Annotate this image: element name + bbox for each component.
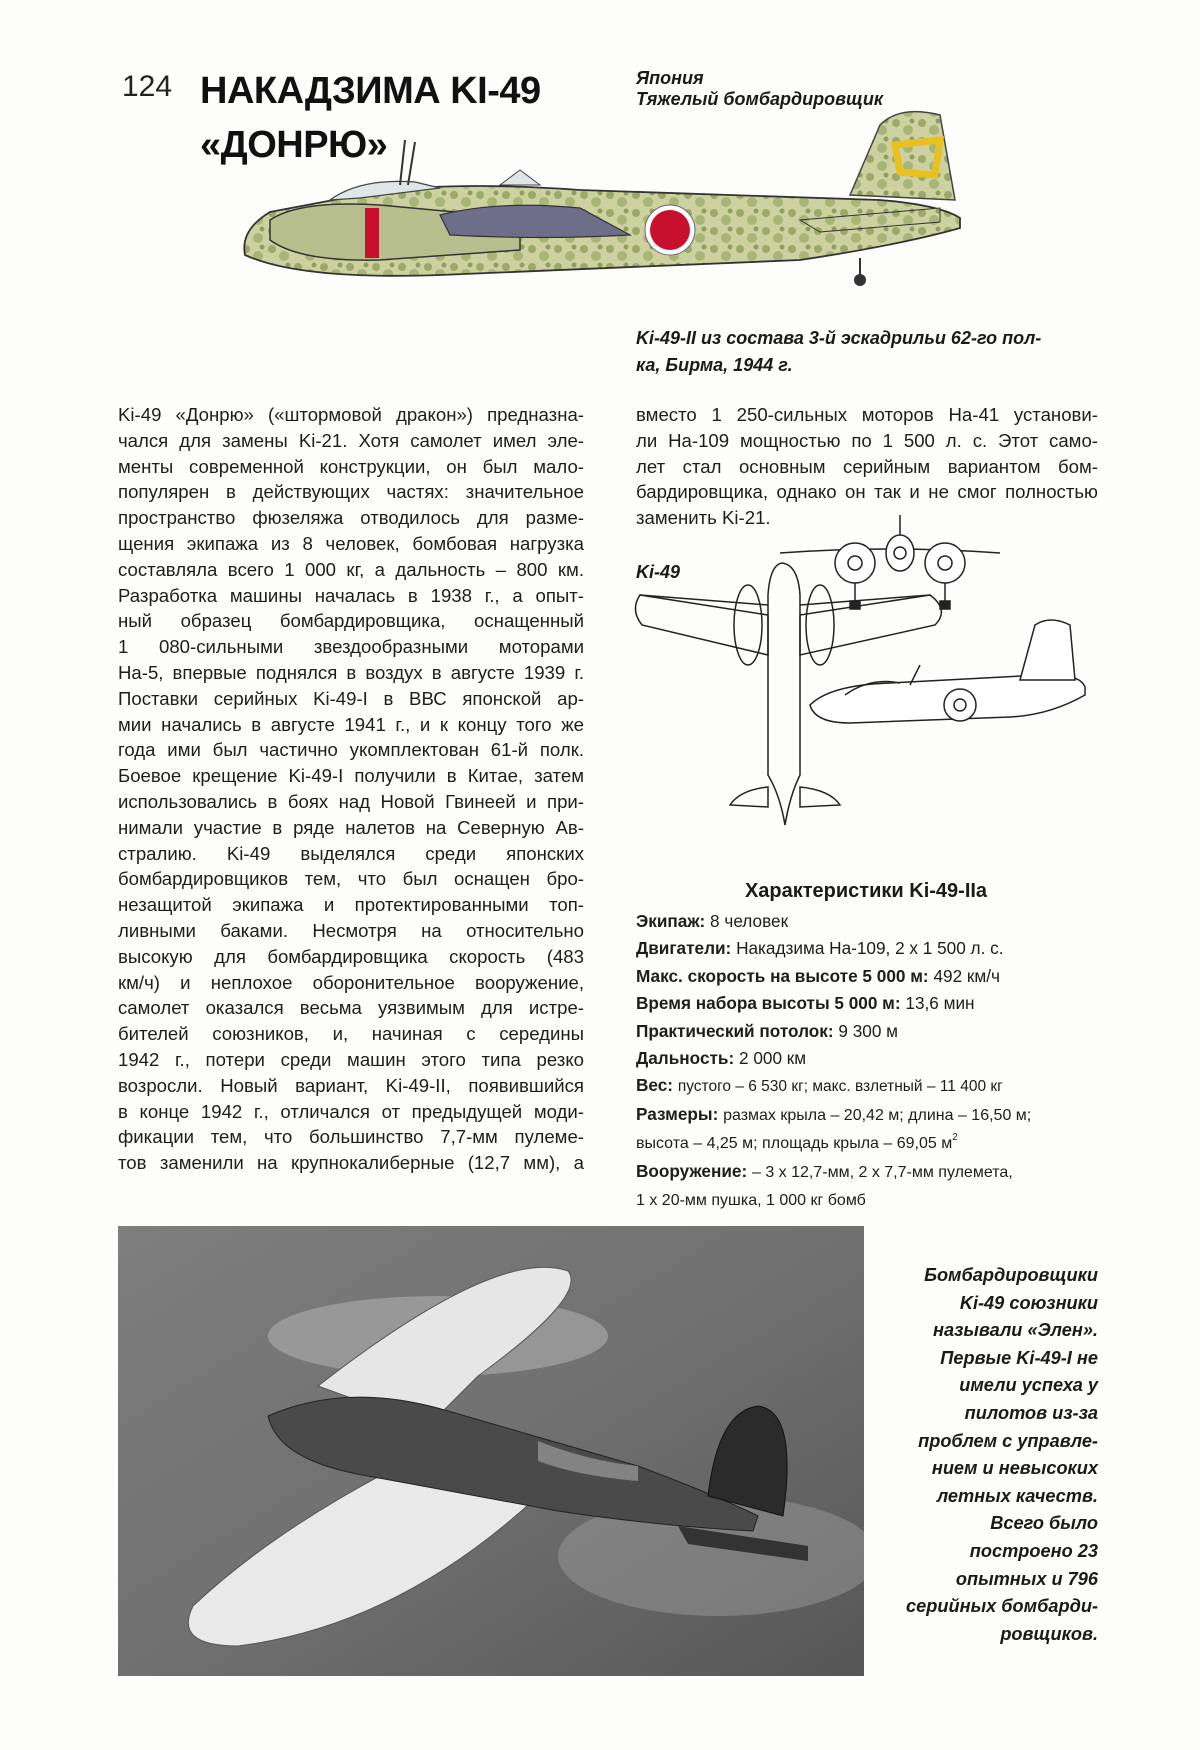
- small-side-view-drawing: [810, 620, 1085, 723]
- body-text-line: 1 080-сильными звездообразными моторами: [118, 636, 584, 658]
- photo-caption-line: Ki-49 союзники: [959, 1292, 1098, 1313]
- spec-range: [636, 1045, 1104, 1072]
- spec-climb: [636, 990, 1104, 1017]
- specs-title: Характеристики Ki-49-IIa: [744, 880, 988, 902]
- body-text-line: Боевое крещение Ki-49-I получили в Китае, затем: [118, 765, 584, 787]
- superscript: 2: [952, 1132, 958, 1144]
- photo-caption-line: нием и невысоких: [931, 1458, 1098, 1479]
- body-text-line: составляла всего 1 000 кг, а дальность – 800 км.: [118, 558, 584, 580]
- spec-value: 9 300 м: [838, 1020, 898, 1041]
- body-text-line: лет стал основным серийным вариантом бом-: [636, 455, 1098, 477]
- specs-block: [636, 908, 1104, 1214]
- photo-caption-line: серийных бомбарди-: [906, 1596, 1098, 1617]
- body-column-left: [118, 402, 584, 1176]
- spec-weight: [636, 1072, 1104, 1100]
- body-text-line: Разработка машины началась в 1938 г., а опыт-: [118, 584, 584, 606]
- aircraft-side-profile: [240, 100, 1100, 315]
- body-text-line: мии начались в августе 1941 г., и к концу того же: [118, 713, 584, 735]
- spec-value: пустого – 6 530 кг; макс. взлетный – 11 400 кг: [677, 1078, 1003, 1096]
- body-text-line: На-5, впервые поднялся в воздух в августе 1939 г.: [118, 661, 584, 683]
- spec-label: Экипаж:: [636, 911, 706, 931]
- body-text-line: ливными баками. Несмотря на относительно: [118, 919, 584, 941]
- photo-caption-line: Бомбардировщики: [924, 1265, 1098, 1285]
- body-text-line: ли На-109 мощностью по 1 500 л. с. Этот само-: [636, 429, 1098, 451]
- body-text-line: незащитой экипажа и протектированными топ-: [118, 894, 584, 916]
- body-text-line: в конце 1942 г., отличался от предыдущей моди-: [118, 1100, 584, 1122]
- spec-armament-cont: [636, 1186, 1104, 1214]
- spec-label: Двигатели:: [636, 938, 732, 959]
- spec-value: 13,6 мин: [905, 993, 975, 1014]
- body-text-line: 1942 г., потери среди машин этого типа резко: [118, 1048, 584, 1070]
- spec-value: Накадзима На-109, 2 х 1 500 л. с.: [736, 938, 1004, 959]
- aircraft-line-drawings: [630, 505, 1100, 875]
- diagram-label: Ki-49: [636, 562, 681, 582]
- photo-caption: [862, 1262, 1098, 1648]
- photo-caption-line: летных качеств.: [936, 1485, 1098, 1506]
- body-text-line: бардировщика, однако он так и не смог полностью: [636, 481, 1098, 503]
- spec-label: Вес:: [636, 1075, 674, 1096]
- photo-caption-line: ровщиков.: [1000, 1623, 1098, 1644]
- body-text-line: ный образец бомбардировщика, оснащенный: [118, 610, 584, 632]
- spec-speed: [636, 963, 1104, 990]
- body-text-line: возросли. Новый вариант, Ki-49-II, появившийся: [118, 1074, 584, 1096]
- profile-caption: [636, 325, 1096, 379]
- spec-armament: [636, 1158, 1104, 1186]
- page-subtitle: «ДОНРЮ»: [200, 124, 388, 166]
- body-text-line: тов заменили на крупнокалиберные (12,7 мм), а: [118, 1152, 584, 1174]
- front-view-drawing: [780, 515, 1000, 609]
- spec-label: Практический потолок:: [636, 1020, 834, 1041]
- spec-ceiling: [636, 1018, 1104, 1045]
- country-label: Япония: [636, 68, 704, 88]
- spec-value: 2 000 км: [739, 1048, 807, 1069]
- body-text-line: использовались в боях над Новой Гвинеей и при-: [118, 790, 584, 812]
- body-text-line: бителей союзников, и, начиная с середины: [118, 1023, 584, 1045]
- spec-value: 8 человек: [710, 911, 789, 931]
- body-text-line: стралию. Ki-49 выделялся среди японских: [118, 842, 584, 864]
- spec-dimensions-cont: [636, 1129, 1104, 1157]
- photo-caption-line: имели успеха у: [959, 1375, 1098, 1396]
- spec-dimensions: [636, 1101, 1104, 1129]
- photo-caption-line: опытных и 796: [955, 1568, 1098, 1589]
- spec-label: Время набора высоты 5 000 м:: [636, 993, 901, 1014]
- body-text-line: самолет оказался весьма уязвимым для истре-: [118, 997, 584, 1019]
- spec-crew: [636, 908, 1104, 935]
- page-title: НАКАДЗИМА KI-49: [200, 70, 541, 112]
- body-text-line: вместо 1 250-сильных моторов На-41 установи-: [636, 404, 1098, 425]
- aircraft-photo: [118, 1226, 864, 1676]
- body-text-line: года ими был частично укомплектован 61-й полк.: [118, 739, 584, 761]
- body-text-line: менты современной конструкции, он был мало-: [118, 455, 584, 477]
- page-number: 124: [122, 70, 173, 103]
- spec-engines: [636, 935, 1104, 962]
- body-text-line: км/ч) и неплохое оборонительное вооружение,: [118, 971, 584, 993]
- photo-caption-line: пилотов из-за: [964, 1402, 1098, 1423]
- profile-caption-line: ка, Бирма, 1944 г.: [636, 355, 793, 375]
- spec-value: высота – 4,25 м; площадь крыла – 69,05 м: [636, 1135, 953, 1153]
- body-text-line: нимали участие в ряде налетов на Северную Ав-: [118, 816, 584, 838]
- body-text-line: фикации тем, что большинство 7,7-мм пулеме-: [118, 1126, 584, 1148]
- body-text-line: высокую для бомбардировщика скорость (483: [118, 945, 584, 967]
- spec-label: Дальность:: [636, 1048, 735, 1069]
- photo-caption-line: проблем с управле-: [918, 1430, 1098, 1451]
- body-text-line: пространство фюзеляжа отводилось для разме-: [118, 507, 584, 529]
- body-text-line: щения экипажа из 8 человек, бомбовая нагрузка: [118, 532, 584, 554]
- photo-caption-line: Всего было: [990, 1513, 1098, 1534]
- photo-caption-line: называли «Элен».: [932, 1320, 1098, 1341]
- spec-value: 1 х 20-мм пушка, 1 000 кг бомб: [636, 1192, 866, 1210]
- photo-caption-line: Первые Ki-49-I не: [940, 1347, 1098, 1368]
- spec-value: 492 км/ч: [933, 965, 1000, 986]
- spec-label: Вооружение:: [636, 1160, 748, 1181]
- spec-label: Макс. скорость на высоте 5 000 м:: [636, 965, 929, 986]
- spec-value: размах крыла – 20,42 м; длина – 16,50 м;: [723, 1106, 1032, 1124]
- body-text-line: чался для замены Ki-21. Хотя самолет имел эле-: [118, 429, 584, 451]
- spec-value: – 3 х 12,7-мм, 2 х 7,7-мм пулемета,: [751, 1163, 1013, 1181]
- category-label: Тяжелый бомбардировщик: [636, 89, 883, 109]
- profile-caption-line: Ki-49-II из состава 3-й эскадрильи 62-го пол-: [636, 328, 1042, 348]
- photo-caption-line: построено 23: [969, 1540, 1098, 1561]
- body-text-line: бомбардировщиков тем, что был оснащен бро-: [118, 868, 584, 890]
- body-text-line: популярен в действующих частях: значительное: [118, 481, 584, 503]
- spec-label: Размеры:: [636, 1103, 719, 1124]
- body-text-line: Поставки серийных Ki-49-I в ВВС японской ар-: [118, 687, 584, 709]
- body-text-line: Ki-49 «Донрю» («штормовой дракон») предназна-: [118, 404, 584, 425]
- body-text-line: заменить Ki-21.: [636, 507, 771, 529]
